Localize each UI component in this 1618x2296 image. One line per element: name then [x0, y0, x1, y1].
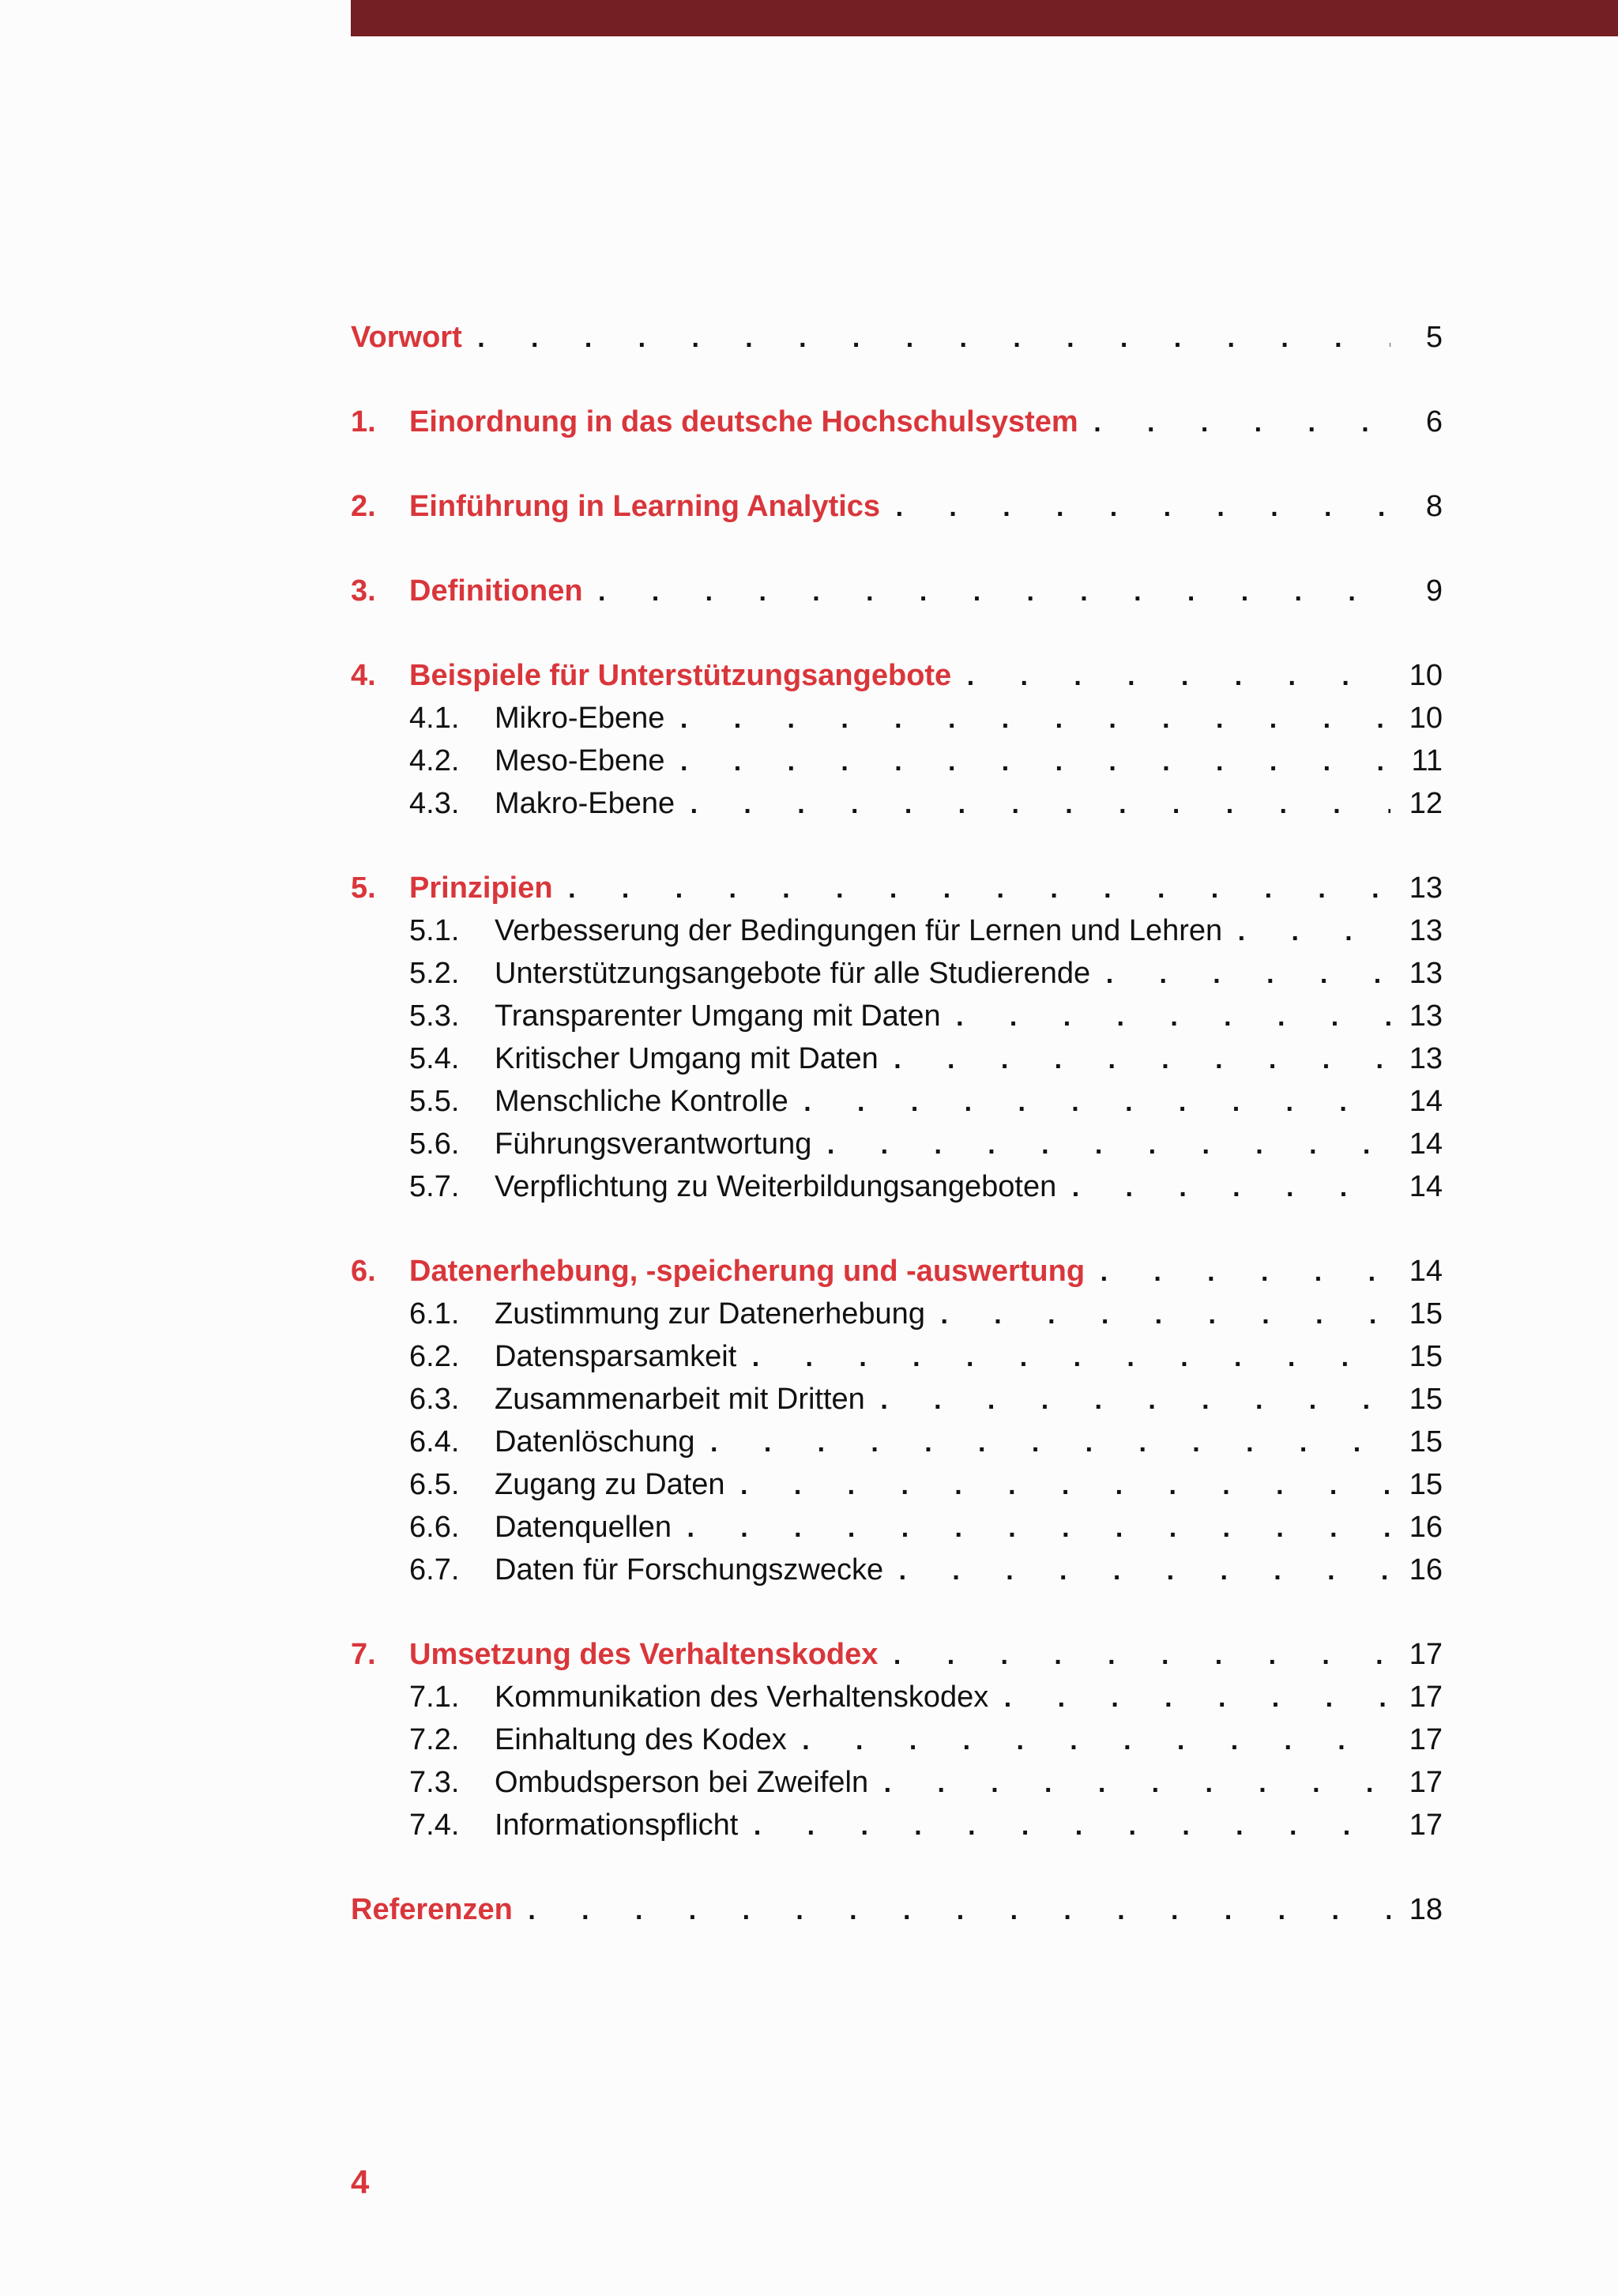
toc-entry-number: 4.2. — [409, 744, 460, 777]
toc-entry-title: Meso-Ebene — [495, 744, 665, 777]
toc-entry-title: Einhaltung des Kodex — [495, 1723, 787, 1756]
toc-subsection-entry[interactable] — [351, 1718, 1443, 1761]
toc-entry-title: Definitionen — [409, 574, 583, 608]
toc-entry-page: 13 — [1409, 957, 1443, 990]
toc-leader-dots — [1067, 1169, 1390, 1211]
page-number: 4 — [351, 2163, 370, 2200]
toc-entry-title: Zusammenarbeit mit Dritten — [495, 1383, 865, 1416]
toc-entry-number: 2. — [351, 490, 376, 523]
toc-entry-number: 5.5. — [409, 1085, 460, 1118]
toc-entry-number: 6.1. — [409, 1297, 460, 1331]
toc-leader-dots — [876, 1381, 1390, 1424]
toc-entry-number: 5.2. — [409, 957, 460, 990]
toc-entry-title: Datenlöschung — [495, 1425, 695, 1459]
toc-entry-number: 3. — [351, 574, 376, 608]
toc-entry-title: Verpflichtung zu Weiterbildungsangeboten — [495, 1170, 1057, 1203]
toc-entry-page: 17 — [1409, 1809, 1443, 1842]
toc-leader-dots — [564, 870, 1390, 913]
toc-entry-page: 15 — [1409, 1383, 1443, 1416]
toc-entry-page: 17 — [1409, 1766, 1443, 1799]
toc-entry-page: 5 — [1425, 321, 1443, 354]
toc-subsection-entry[interactable] — [351, 1378, 1443, 1421]
toc-section-entry[interactable] — [351, 1888, 1443, 1931]
toc-leader-dots — [879, 1764, 1390, 1807]
toc-subsection-entry[interactable] — [351, 1761, 1443, 1804]
toc-entry-number: 7. — [351, 1638, 376, 1671]
toc-entry-page: 16 — [1409, 1511, 1443, 1544]
toc-section-entry[interactable] — [351, 570, 1443, 612]
toc-leader-dots — [822, 1126, 1390, 1169]
toc-subsection-entry[interactable] — [351, 782, 1443, 825]
toc-entry-title: Einordnung in das deutsche Hochschulsystem — [409, 405, 1078, 438]
toc-entry-title: Zugang zu Daten — [495, 1468, 725, 1501]
toc-entry-page: 13 — [1409, 999, 1443, 1033]
toc-entry-title: Ombudsperson bei Zweifeln — [495, 1766, 869, 1799]
toc-subsection-entry[interactable] — [351, 952, 1443, 995]
toc-entry-title: Unterstützungsangebote für alle Studierende — [495, 957, 1091, 990]
toc-subsection-entry[interactable] — [351, 995, 1443, 1037]
toc-section-entry[interactable] — [351, 316, 1443, 359]
toc-entry-number: 5.6. — [409, 1127, 460, 1161]
toc-entry-page: 15 — [1409, 1425, 1443, 1459]
toc-entry-title: Transparenter Umgang mit Daten — [495, 999, 941, 1033]
toc-leader-dots — [473, 319, 1390, 362]
toc-leader-dots — [798, 1722, 1390, 1764]
toc-entry-title: Führungsverantwortung — [495, 1127, 812, 1161]
toc-entry-title: Makro-Ebene — [495, 787, 675, 820]
toc-entry-page: 17 — [1409, 1723, 1443, 1756]
toc-entry-page: 6 — [1425, 405, 1443, 438]
toc-entry-number: 5.1. — [409, 914, 460, 947]
toc-entry-number: 6.7. — [409, 1553, 460, 1586]
toc-leader-dots — [1101, 955, 1390, 998]
toc-leader-dots — [891, 488, 1390, 531]
toc-entry-title: Zustimmung zur Datenerhebung — [495, 1297, 925, 1331]
toc-entry-page: 17 — [1409, 1638, 1443, 1671]
toc-entry-number: 1. — [351, 405, 376, 438]
toc-entry-page: 12 — [1409, 787, 1443, 820]
toc-entry-page: 13 — [1409, 914, 1443, 947]
toc-subsection-entry[interactable] — [351, 1080, 1443, 1123]
toc-entry-page: 8 — [1425, 490, 1443, 523]
toc-entry-number: 5.7. — [409, 1170, 460, 1203]
toc-leader-dots — [686, 785, 1390, 828]
toc-entry-number: 7.1. — [409, 1681, 460, 1714]
toc-entry-page: 14 — [1409, 1127, 1443, 1161]
toc-section-entry[interactable] — [351, 867, 1443, 909]
toc-entry-page: 15 — [1409, 1340, 1443, 1373]
toc-subsection-entry[interactable] — [351, 1804, 1443, 1846]
toc-subsection-entry[interactable] — [351, 1165, 1443, 1208]
toc-section-entry[interactable] — [351, 401, 1443, 443]
toc-section-entry[interactable] — [351, 485, 1443, 528]
toc-entry-number: 7.3. — [409, 1766, 460, 1799]
toc-entry-page: 13 — [1409, 1042, 1443, 1075]
toc-leader-dots — [736, 1466, 1390, 1509]
toc-entry-title: Kommunikation des Verhaltenskodex — [495, 1681, 989, 1714]
toc-entry-title: Datensparsamkeit — [495, 1340, 737, 1373]
toc-subsection-entry[interactable] — [351, 1037, 1443, 1080]
toc-section-entry[interactable] — [351, 1633, 1443, 1676]
toc-entry-number: 5. — [351, 871, 376, 905]
toc-entry-title: Menschliche Kontrolle — [495, 1085, 788, 1118]
toc-entry-title: Prinzipien — [409, 871, 553, 905]
toc-leader-dots — [747, 1338, 1390, 1381]
toc-leader-dots — [894, 1552, 1390, 1594]
toc-entry-title: Daten für Forschungszwecke — [495, 1553, 884, 1586]
toc-entry-page: 14 — [1409, 1255, 1443, 1288]
toc-leader-dots — [889, 1636, 1390, 1679]
toc-entry-page: 15 — [1409, 1468, 1443, 1501]
toc-entry-number: 6.5. — [409, 1468, 460, 1501]
toc-entry-title: Mikro-Ebene — [495, 702, 665, 735]
toc-entry-title: Umsetzung des Verhaltenskodex — [409, 1638, 879, 1671]
toc-leader-dots — [1089, 404, 1390, 446]
toc-leader-dots — [800, 1083, 1390, 1126]
toc-entry-page: 16 — [1409, 1553, 1443, 1586]
toc-leader-dots — [962, 657, 1390, 700]
toc-entry-number: 4.1. — [409, 702, 460, 735]
toc-leader-dots — [683, 1509, 1390, 1552]
toc-entry-number: 6.2. — [409, 1340, 460, 1373]
toc-leader-dots — [749, 1807, 1390, 1850]
toc-entry-number: 4.3. — [409, 787, 460, 820]
table-of-contents — [351, 316, 1443, 1931]
toc-entry-title: Vorwort — [351, 321, 462, 354]
toc-subsection-entry[interactable] — [351, 1463, 1443, 1506]
toc-entry-page: 10 — [1409, 659, 1443, 692]
toc-entry-number: 6.3. — [409, 1383, 460, 1416]
toc-subsection-entry[interactable] — [351, 1421, 1443, 1463]
toc-entry-number: 4. — [351, 659, 376, 692]
toc-entry-title: Informationspflicht — [495, 1809, 739, 1842]
toc-subsection-entry[interactable] — [351, 1335, 1443, 1378]
toc-entry-number: 5.4. — [409, 1042, 460, 1075]
toc-leader-dots — [675, 743, 1390, 785]
toc-entry-number: 7.2. — [409, 1723, 460, 1756]
toc-entry-title: Verbesserung der Bedingungen für Lernen und Lehren — [495, 914, 1223, 947]
toc-leader-dots — [675, 700, 1390, 743]
toc-entry-page: 15 — [1409, 1297, 1443, 1331]
toc-entry-title: Datenerhebung, -speicherung und -auswertung — [409, 1255, 1086, 1288]
toc-entry-number: 7.4. — [409, 1809, 460, 1842]
toc-leader-dots — [1233, 913, 1390, 955]
toc-entry-number: 6.4. — [409, 1425, 460, 1459]
toc-entry-page: 10 — [1409, 702, 1443, 735]
toc-subsection-entry[interactable] — [351, 909, 1443, 952]
toc-subsection-entry[interactable] — [351, 1123, 1443, 1165]
toc-subsection-entry[interactable] — [351, 1549, 1443, 1591]
toc-entry-number: 5.3. — [409, 999, 460, 1033]
toc-leader-dots — [594, 573, 1390, 615]
toc-entry-title: Einführung in Learning Analytics — [409, 490, 881, 523]
toc-leader-dots — [524, 1891, 1390, 1934]
toc-entry-title: Kritischer Umgang mit Daten — [495, 1042, 879, 1075]
toc-entry-page: 9 — [1425, 574, 1443, 608]
toc-leader-dots — [1096, 1253, 1390, 1296]
toc-leader-dots — [952, 998, 1390, 1041]
toc-entry-page: 18 — [1409, 1893, 1443, 1926]
toc-leader-dots — [999, 1679, 1390, 1722]
toc-subsection-entry[interactable] — [351, 740, 1443, 782]
header-bar — [351, 0, 1618, 36]
toc-entry-page: 14 — [1409, 1170, 1443, 1203]
toc-subsection-entry[interactable] — [351, 1506, 1443, 1549]
toc-subsection-entry[interactable] — [351, 1676, 1443, 1718]
toc-entry-number: 6.6. — [409, 1511, 460, 1544]
toc-subsection-entry[interactable] — [351, 697, 1443, 740]
toc-entry-title: Beispiele für Unterstützungsangebote — [409, 659, 952, 692]
toc-leader-dots — [706, 1424, 1390, 1466]
toc-entry-number: 6. — [351, 1255, 376, 1288]
toc-entry-page: 11 — [1411, 744, 1443, 777]
toc-entry-page: 13 — [1409, 871, 1443, 905]
toc-entry-title: Datenquellen — [495, 1511, 672, 1544]
toc-leader-dots — [890, 1041, 1390, 1083]
toc-entry-page: 17 — [1409, 1681, 1443, 1714]
toc-subsection-entry[interactable] — [351, 1293, 1443, 1335]
toc-section-entry[interactable] — [351, 654, 1443, 697]
toc-section-entry[interactable] — [351, 1250, 1443, 1293]
toc-leader-dots — [936, 1296, 1390, 1338]
toc-entry-page: 14 — [1409, 1085, 1443, 1118]
toc-entry-title: Referenzen — [351, 1893, 513, 1926]
